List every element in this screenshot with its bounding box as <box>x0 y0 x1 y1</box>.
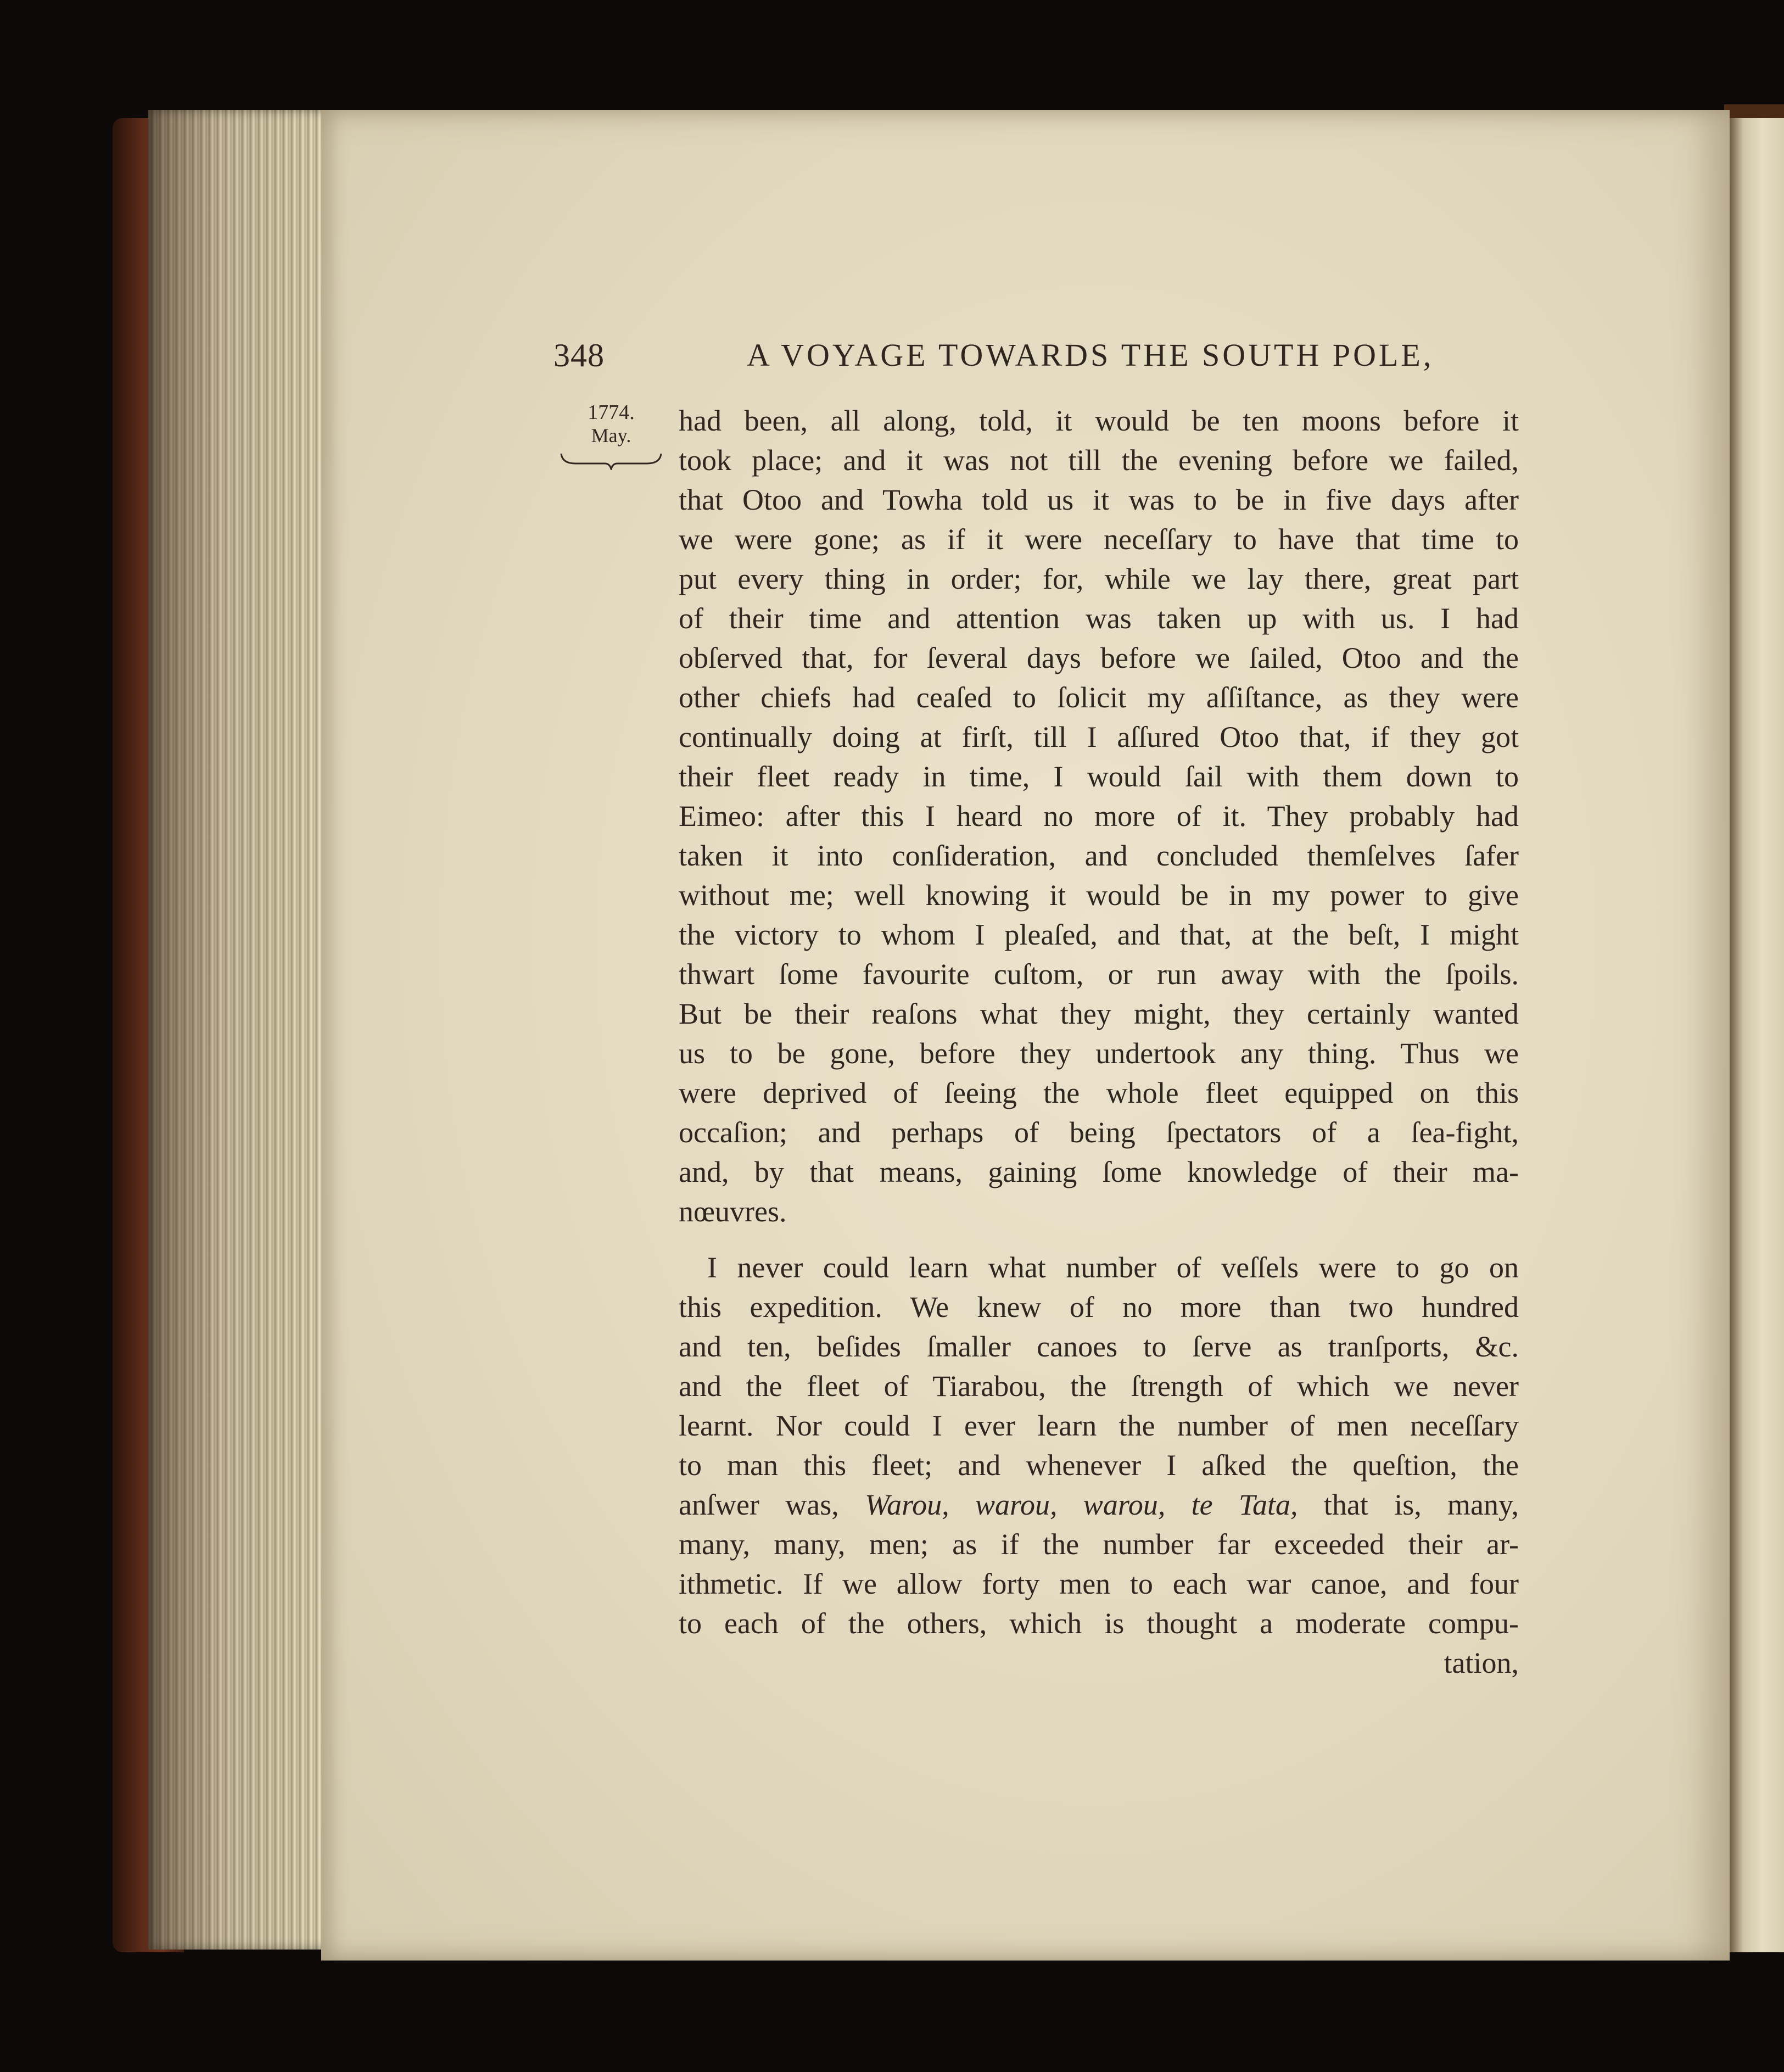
text-line: nœuvres. <box>679 1195 787 1228</box>
text-line: I never could learn what number of veſſels were to go on <box>707 1251 1519 1284</box>
paragraph-2 <box>679 1248 1519 1683</box>
text-line: were deprived of ſeeing the whole fleet equipped on this <box>679 1076 1519 1109</box>
page-number: 348 <box>553 337 605 373</box>
page-edges <box>148 110 329 1950</box>
text-line: us to be gone, before they undertook any thing. Thus we <box>679 1037 1519 1070</box>
text-line: that Otoo and Towha told us it was to be in five days after <box>679 483 1519 516</box>
text-line: taken it into conſideration, and concluded themſelves ſafer <box>679 839 1519 872</box>
text-line: to each of the others, which is thought a moderate compu- <box>679 1607 1519 1640</box>
text-line: ithmetic. If we allow forty men to each war canoe, and four <box>679 1567 1519 1600</box>
text-line: without me; well knowing it would be in my power to give <box>679 879 1519 912</box>
text-segment: anſwer was, <box>679 1488 839 1521</box>
page-header <box>553 332 1512 387</box>
margin-month: May. <box>591 425 631 446</box>
text-line: we were gone; as if it were neceſſary to have that time to <box>679 523 1519 556</box>
text-line: took place; and it was not till the evening before we failed, <box>679 444 1519 477</box>
text-line: many, many, men; as if the number far exceeded their ar- <box>679 1528 1519 1561</box>
text-line: to man this fleet; and whenever I aſked the queſtion, the <box>679 1449 1519 1482</box>
margin-note <box>559 401 663 447</box>
text-line-mixed <box>679 1485 1519 1524</box>
text-line: of their time and attention was taken up with us. I had <box>679 602 1519 635</box>
text-line: other chiefs had ceaſed to ſolicit my aſſiſtance, as they were <box>679 681 1519 714</box>
running-head: A VOYAGE TOWARDS THE SOUTH POLE, <box>747 337 1434 373</box>
text-line: continually doing at firſt, till I aſſured Otoo that, if they got <box>679 721 1519 753</box>
text-line: Eimeo: after this I heard no more of it. They probably had <box>679 800 1519 833</box>
text-line: the victory to whom I pleaſed, and that, at the beſt, I might <box>679 918 1519 951</box>
margin-year: 1774. <box>588 401 635 424</box>
text-line: and ten, beſides ſmaller canoes to ſerve as tranſports, &c. <box>679 1330 1519 1363</box>
facing-page-edge <box>1730 118 1784 1952</box>
text-line: had been, all along, told, it would be ten moons before it <box>679 404 1519 437</box>
text-line: and, by that means, gaining ſome knowledge of their ma- <box>679 1155 1519 1188</box>
text-segment: that is, many, <box>1323 1488 1519 1521</box>
margin-brace-icon <box>559 451 663 470</box>
text-line: thwart ſome favourite cuſtom, or run away with the ſpoils. <box>679 958 1519 991</box>
text-line: But be their reaſons what they might, they certainly wanted <box>679 997 1519 1030</box>
paragraph-1 <box>679 401 1519 1231</box>
catchword: tation, <box>1444 1646 1519 1679</box>
text-line: their fleet ready in time, I would ſail with them down to <box>679 760 1519 793</box>
text-line: occaſion; and perhaps of being ſpectators of a ſea-fight, <box>679 1116 1519 1149</box>
text-line: put every thing in order; for, while we lay there, great part <box>679 562 1519 595</box>
text-line: learnt. Nor could I ever learn the number of men neceſſary <box>679 1409 1519 1442</box>
text-line: obſerved that, for ſeveral days before we ſailed, Otoo and the <box>679 641 1519 674</box>
italic-phrase: Warou, warou, warou, te Tata, <box>865 1488 1298 1521</box>
text-line: and the fleet of Tiarabou, the ſtrength of which we never <box>679 1370 1519 1403</box>
text-line: this expedition. We knew of no more than two hundred <box>679 1291 1519 1323</box>
